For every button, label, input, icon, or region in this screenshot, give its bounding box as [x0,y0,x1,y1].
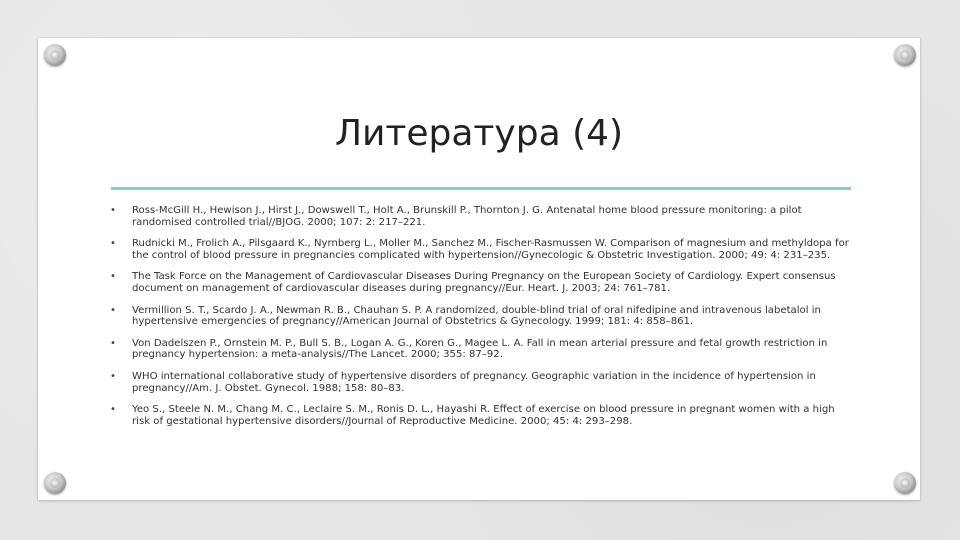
reference-text: Yeo S., Steele N. M., Chang M. C., Leclaire S. M., Ronis D. L., Hayashi R. Effect of exercise on blood pressure in pregnant women with a high risk of gestational hypertensive disorders//Journal of Reproductive Medicine. 2000; 45: 4: 293–298. [132,404,835,427]
reference-text: Von Dadelszen P., Ornstein M. P., Bull S. B., Logan A. G., Koren G., Magee L. A. Fall in mean arterial pressure and fetal growth restriction in pregnancy hypertension: a meta-analysis//The Lancet. 2000; 355: 87–92. [132,337,828,361]
reference-text: Ross-McGill H., Hewison J., Hirst J., Dowswell T., Holt A., Brunskill P., Thornton J. G. Antenatal home blood pressure monitoring: a pilot randomised controlled trial//BJOG. 2000; 107: 2: 217–221. [132,205,802,228]
bullet-icon: • [110,238,116,250]
reference-item [108,338,850,361]
bullet-icon: • [110,337,116,349]
reference-text: The Task Force on the Management of Cardiovascular Diseases During Pregnancy on the European Society of Cardiology. Expert consensus document on management of cardiovascular diseases during pregnancy//Eur. Heart. J. 2003; 24: 761–781. [132,271,836,294]
reference-list [108,205,850,437]
bullet-icon: • [110,271,116,283]
reference-item [108,271,850,294]
bullet-icon: • [110,404,116,416]
title-divider [111,187,851,190]
reference-item [108,305,850,328]
reference-item [108,238,850,261]
reference-item [108,404,850,427]
bullet-icon: • [110,205,116,216]
pin-icon [44,44,66,66]
reference-item [108,371,850,394]
bullet-icon: • [110,304,116,316]
reference-text: Vermillion S. T., Scardo J. A., Newman R. B., Chauhan S. P. A randomized, double-blind trial of oral nifedipine and intravenous labetalol in hypertensive emergencies of pregnancy//American Journal of Obstetrics & Gynecology. 1999; 181: 4: 858–861. [132,304,821,328]
slide-title: Литература (4) [334,113,624,154]
pin-icon [894,44,916,66]
bullet-icon: • [110,370,116,382]
reference-text: Rudnicki M., Frolich A., Pilsgaard K., Nyrnberg L., Moller M., Sanchez M., Fischer-Rasmussen W. Comparison of magnesium and methyldopa for the control of blood pressure in pregnancies complicated with hypertension//Gynecologic & Obstetric Investigation. 2000; 49: 4: 231–235. [132,238,849,261]
reference-text: WHO international collaborative study of hypertensive disorders of pregnancy. Geographic variation in the incidence of hypertension in pregnancy//Am. J. Obstet. Gynecol. 1988; 158: 80–83. [132,370,816,394]
pin-icon [894,472,916,494]
reference-item [108,205,850,228]
pin-icon [44,472,66,494]
